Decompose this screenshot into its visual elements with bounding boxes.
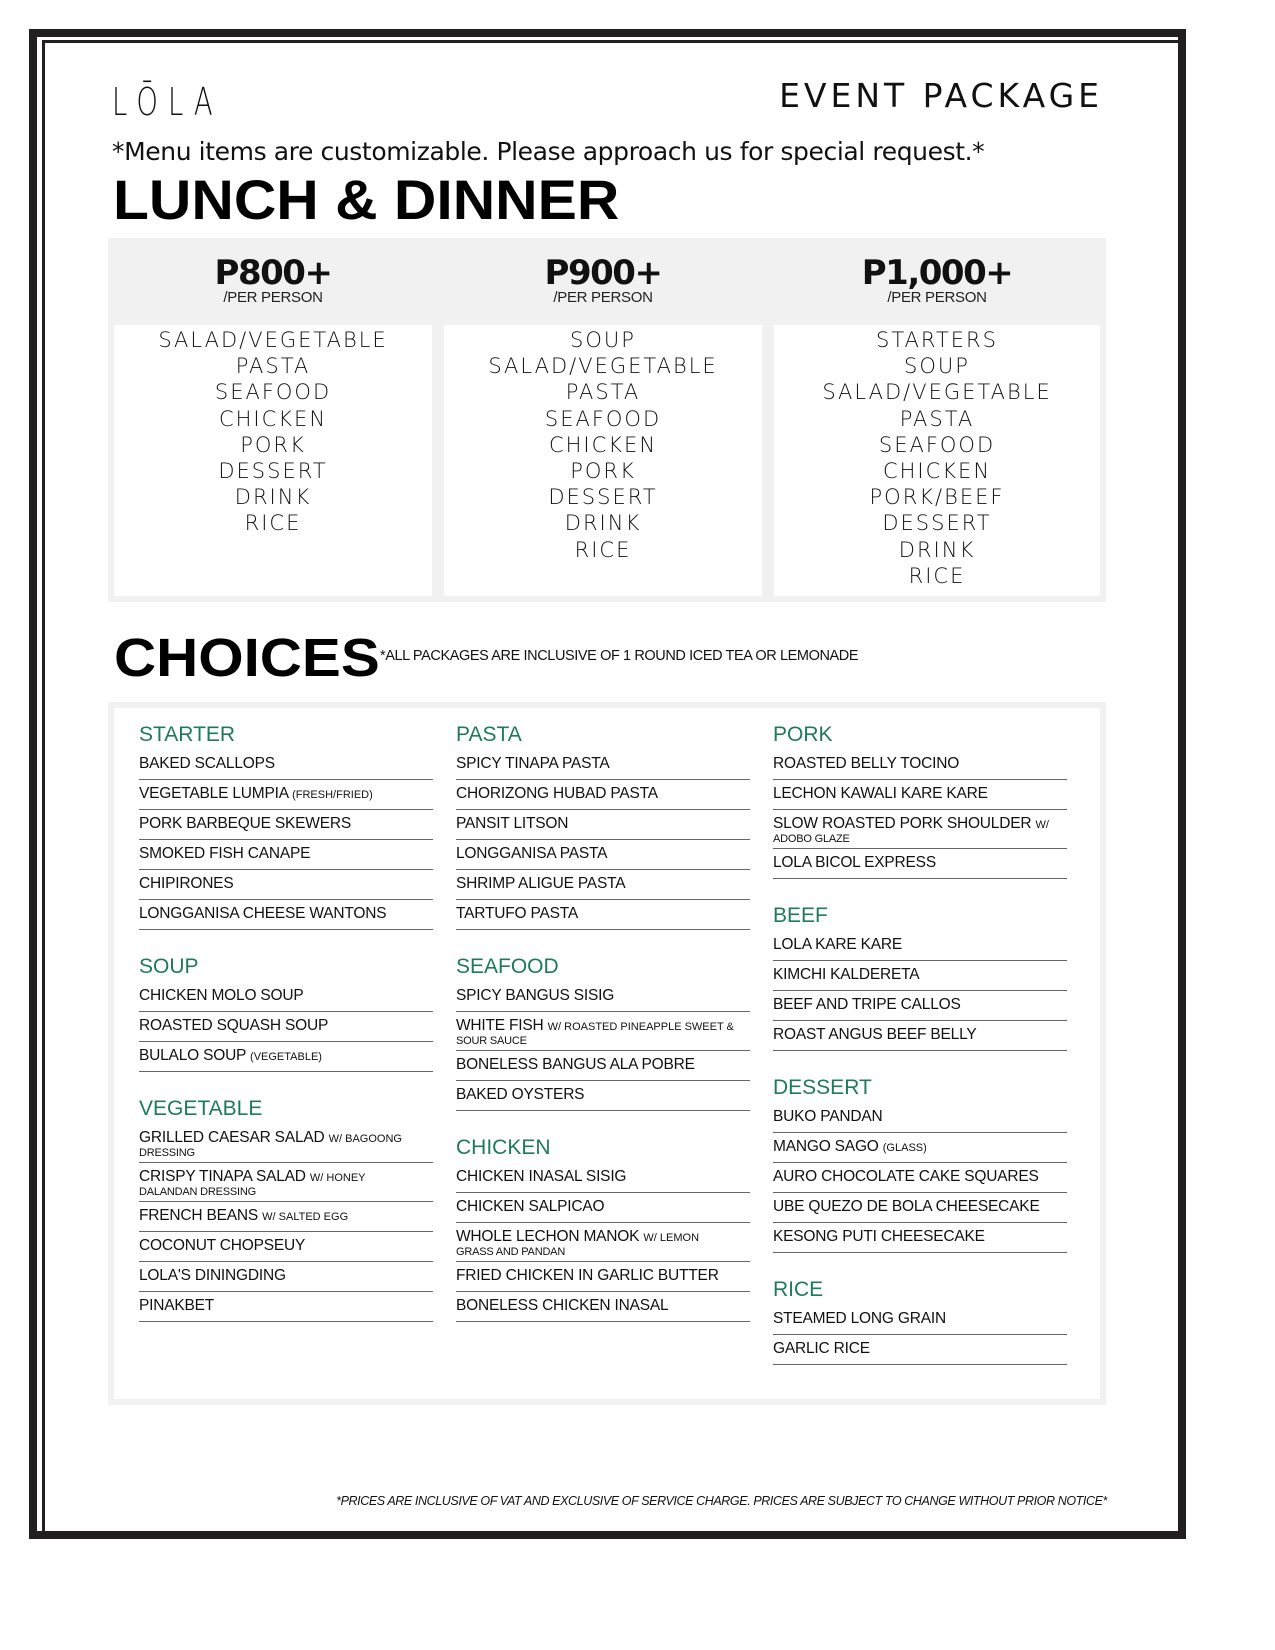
menu-item — [456, 900, 750, 930]
menu-item-name: BULALO SOUP — [139, 1047, 246, 1064]
menu-item — [456, 1081, 750, 1111]
package-item: SEAFOOD — [878, 432, 996, 457]
package-item: SOUP — [904, 354, 970, 379]
choices-column-3 — [773, 720, 1067, 1365]
package-item: SALAD/VEGETABLE — [488, 354, 718, 379]
package-1000 — [768, 238, 1106, 602]
package-price: P800+ — [214, 253, 332, 293]
menu-item — [456, 840, 750, 870]
package-price: P900+ — [544, 253, 662, 293]
menu-item — [139, 1292, 433, 1322]
menu-item-note: W/ — [1035, 819, 1049, 831]
menu-item-name: BAKED OYSTERS — [456, 1086, 585, 1103]
package-item: PORK/BEEF — [869, 485, 1005, 510]
menu-item — [456, 870, 750, 900]
package-items — [444, 325, 762, 596]
menu-item — [139, 870, 433, 900]
menu-item-note-continued: GRASS AND PANDAN — [456, 1246, 566, 1258]
price-disclaimer: *PRICES ARE INCLUSIVE OF VAT AND EXCLUSIVE OF SERVICE CHARGE. PRICES ARE SUBJECT TO CHANGE WITHOUT PRIOR NOTICE* — [336, 1494, 1107, 1508]
category-title: DESSERT — [773, 1076, 872, 1099]
menu-item — [773, 1103, 1067, 1133]
lunch-dinner-heading: LUNCH & DINNER — [113, 168, 620, 231]
menu-item-name: BONELESS BANGUS ALA POBRE — [456, 1056, 695, 1073]
package-item: PASTA — [565, 380, 641, 405]
customizable-note: *Menu items are customizable. Please approach us for special request.* — [112, 137, 985, 166]
package-800 — [108, 238, 438, 602]
category-title: BEEF — [773, 904, 828, 927]
menu-item — [139, 1042, 433, 1072]
menu-item — [456, 1163, 750, 1193]
menu-item-name: LECHON KAWALI KARE KARE — [773, 785, 988, 802]
menu-item — [773, 991, 1067, 1021]
menu-item-note: W/ LEMON — [643, 1232, 700, 1244]
menu-item — [139, 1163, 433, 1202]
package-item: CHICKEN — [548, 432, 658, 457]
package-item: DESSERT — [548, 485, 658, 510]
menu-item — [456, 1051, 750, 1081]
menu-item-name: GARLIC RICE — [773, 1340, 870, 1357]
menu-item-name: CHICKEN SALPICAO — [456, 1198, 605, 1215]
category-chicken — [456, 1133, 750, 1322]
category-seafood — [456, 952, 750, 1111]
menu-item-name: CHICKEN MOLO SOUP — [139, 987, 304, 1004]
event-package-title: EVENT PACKAGE — [779, 76, 1103, 115]
menu-item — [456, 1223, 750, 1262]
menu-item-note-continued: ADOBO GLAZE — [773, 833, 850, 845]
package-item: SALAD/VEGETABLE — [158, 328, 388, 352]
menu-item-name: COCONUT CHOPSEUY — [139, 1237, 306, 1254]
menu-item-name: LONGGANISA CHEESE WANTONS — [139, 905, 387, 922]
choices-panel — [108, 702, 1106, 1405]
menu-item — [773, 1193, 1067, 1223]
menu-item-name: LOLA'S DININGDING — [139, 1267, 286, 1284]
menu-item — [456, 1012, 750, 1051]
category-title: CHICKEN — [456, 1136, 551, 1159]
menu-item-note: W/ BAGOONG — [328, 1133, 402, 1145]
menu-item-note-continued: SOUR SAUCE — [456, 1035, 527, 1047]
menu-item-note: W/ ROASTED PINEAPPLE SWEET & — [547, 1021, 734, 1033]
menu-item-name: KIMCHI KALDERETA — [773, 966, 920, 983]
category-vegetable — [139, 1094, 433, 1322]
drinks-inclusion-note: *ALL PACKAGES ARE INCLUSIVE OF 1 ROUND ICED TEA OR LEMONADE — [380, 648, 859, 664]
menu-item-name: PINAKBET — [139, 1297, 215, 1314]
menu-item-name: STEAMED LONG GRAIN — [773, 1310, 946, 1327]
package-item: DESSERT — [882, 511, 992, 536]
category-title: VEGETABLE — [139, 1097, 263, 1120]
package-item: PORK — [570, 459, 636, 484]
menu-item-note-continued: DALANDAN DRESSING — [139, 1186, 257, 1198]
menu-item — [139, 982, 433, 1012]
menu-item-name: CRISPY TINAPA SALAD — [139, 1168, 306, 1185]
menu-item — [139, 1012, 433, 1042]
category-title: RICE — [773, 1278, 824, 1301]
menu-item-name: SPICY TINAPA PASTA — [456, 755, 610, 772]
menu-item-name: LOLA KARE KARE — [773, 936, 903, 953]
menu-item — [773, 931, 1067, 961]
category-title: SEAFOOD — [456, 955, 559, 978]
category-pork — [773, 720, 1067, 879]
category-starter — [139, 720, 433, 930]
menu-item-name: PORK BARBEQUE SKEWERS — [139, 815, 351, 832]
package-header — [438, 238, 768, 325]
package-item: RICE — [574, 537, 632, 562]
menu-item — [773, 1163, 1067, 1193]
menu-item-name: MANGO SAGO — [773, 1138, 879, 1155]
category-beef — [773, 901, 1067, 1051]
menu-item — [456, 1292, 750, 1322]
package-per-person: /PER PERSON — [223, 289, 323, 306]
choices-column-1 — [139, 720, 433, 1322]
menu-item — [139, 1124, 433, 1163]
menu-item-name: KESONG PUTI CHEESECAKE — [773, 1228, 985, 1245]
menu-item-name: CHIPIRONES — [139, 875, 234, 892]
package-header — [768, 238, 1106, 325]
menu-item-name: PANSIT LITSON — [456, 815, 569, 832]
menu-item — [773, 849, 1067, 879]
package-item: DRINK — [234, 485, 312, 510]
menu-item — [773, 1305, 1067, 1335]
menu-item-note: (FRESH/FRIED) — [292, 789, 373, 801]
menu-item-name: BUKO PANDAN — [773, 1108, 883, 1125]
menu-item — [139, 1232, 433, 1262]
menu-item — [139, 900, 433, 930]
menu-item — [139, 780, 433, 810]
package-item: DRINK — [898, 537, 976, 562]
package-item: RICE — [244, 511, 302, 536]
menu-item — [773, 1021, 1067, 1051]
package-items — [774, 325, 1100, 596]
menu-item-note: W/ SALTED EGG — [262, 1211, 349, 1223]
menu-item-name: BEEF AND TRIPE CALLOS — [773, 996, 961, 1013]
menu-item — [773, 1133, 1067, 1163]
package-per-person: /PER PERSON — [887, 289, 987, 306]
menu-item — [456, 982, 750, 1012]
package-item: RICE — [908, 563, 966, 588]
menu-item-note: (GLASS) — [882, 1142, 927, 1154]
menu-item-name: CHORIZONG HUBAD PASTA — [456, 785, 658, 802]
menu-item — [139, 1262, 433, 1292]
package-items — [114, 325, 432, 596]
choices-heading: CHOICES — [114, 628, 380, 688]
menu-item-name: BAKED SCALLOPS — [139, 755, 275, 772]
package-per-person: /PER PERSON — [553, 289, 653, 306]
menu-item — [139, 750, 433, 780]
menu-item — [456, 1193, 750, 1223]
menu-item-name: LOLA BICOL EXPRESS — [773, 854, 936, 871]
package-item: STARTERS — [876, 328, 998, 352]
menu-item-name: LONGGANISA PASTA — [456, 845, 608, 862]
menu-item — [773, 961, 1067, 991]
menu-item — [773, 780, 1067, 810]
menu-item-name: SMOKED FISH CANAPE — [139, 845, 311, 862]
lola-logo: LŌLA — [112, 80, 223, 124]
menu-item — [773, 750, 1067, 780]
menu-item-name: VEGETABLE LUMPIA — [139, 785, 288, 802]
category-title: STARTER — [139, 723, 236, 746]
package-item: CHICKEN — [218, 406, 328, 431]
package-item: DESSERT — [218, 459, 328, 484]
menu-item-name: UBE QUEZO DE BOLA CHEESECAKE — [773, 1198, 1040, 1215]
menu-item-name: FRENCH BEANS — [139, 1207, 259, 1224]
menu-item-note-continued: DRESSING — [139, 1147, 195, 1159]
menu-item — [773, 810, 1067, 849]
menu-item — [139, 840, 433, 870]
package-item: SALAD/VEGETABLE — [822, 380, 1052, 405]
menu-item-name: ROASTED SQUASH SOUP — [139, 1017, 329, 1034]
menu-item-note: W/ HONEY — [309, 1172, 366, 1184]
category-rice — [773, 1275, 1067, 1365]
menu-item — [456, 780, 750, 810]
category-pasta — [456, 720, 750, 930]
package-item: SOUP — [570, 328, 636, 352]
package-item: PASTA — [235, 354, 311, 379]
menu-item-note: (VEGETABLE) — [250, 1051, 322, 1063]
category-soup — [139, 952, 433, 1072]
category-title: PORK — [773, 723, 833, 746]
package-item: PASTA — [899, 406, 975, 431]
choices-inner — [114, 708, 1100, 1399]
menu-item-name: FRIED CHICKEN IN GARLIC BUTTER — [456, 1267, 719, 1284]
category-dessert — [773, 1073, 1067, 1253]
package-item: PORK — [240, 432, 306, 457]
package-price: P1,000+ — [861, 253, 1013, 293]
package-item: CHICKEN — [882, 459, 992, 484]
menu-item-name: ROASTED BELLY TOCINO — [773, 755, 960, 772]
menu-item — [456, 810, 750, 840]
menu-item — [773, 1335, 1067, 1365]
menu-item-name: CHICKEN INASAL SISIG — [456, 1168, 627, 1185]
menu-item-name: SLOW ROASTED PORK SHOULDER — [773, 815, 1032, 832]
menu-item-name: ROAST ANGUS BEEF BELLY — [773, 1026, 977, 1043]
category-title: PASTA — [456, 723, 522, 746]
menu-item-name: TARTUFO PASTA — [456, 905, 578, 922]
category-title: SOUP — [139, 955, 199, 978]
menu-item — [456, 750, 750, 780]
choices-column-2 — [456, 720, 750, 1322]
menu-item-name: SPICY BANGUS SISIG — [456, 987, 615, 1004]
menu-item — [139, 810, 433, 840]
menu-item — [456, 1262, 750, 1292]
package-item: SEAFOOD — [214, 380, 332, 405]
package-900 — [438, 238, 768, 602]
menu-item — [139, 1202, 433, 1232]
menu-item-name: AURO CHOCOLATE CAKE SQUARES — [773, 1168, 1039, 1185]
menu-item-name: BONELESS CHICKEN INASAL — [456, 1297, 669, 1314]
package-item: SEAFOOD — [544, 406, 662, 431]
menu-item-name: SHRIMP ALIGUE PASTA — [456, 875, 626, 892]
packages-table — [108, 238, 1106, 602]
package-item: DRINK — [564, 511, 642, 536]
menu-item — [773, 1223, 1067, 1253]
menu-item-name: GRILLED CAESAR SALAD — [139, 1129, 325, 1146]
menu-item-name: WHOLE LECHON MANOK — [456, 1228, 640, 1245]
menu-item-name: WHITE FISH — [456, 1017, 544, 1034]
package-header — [108, 238, 438, 325]
